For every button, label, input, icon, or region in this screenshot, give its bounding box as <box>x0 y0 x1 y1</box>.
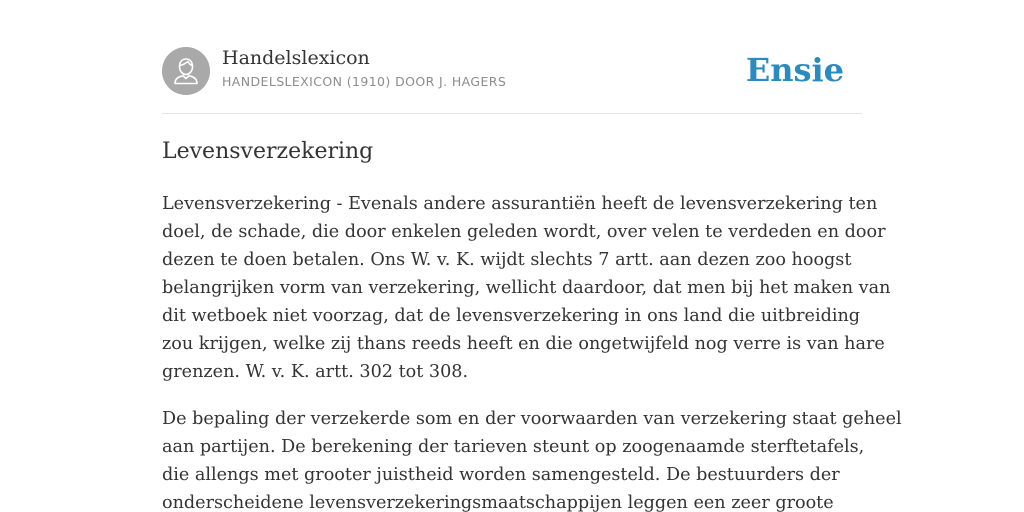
user-silhouette-icon[interactable] <box>162 47 210 95</box>
text-line: doel, de schade, die door enkelen geleden wordt, over velen te verdeden en door <box>162 222 886 242</box>
text-line: De bepaling der verzekerde som en der voorwaarden van verzekering staat geheel <box>162 409 902 429</box>
text-line: dezen te doen betalen. Ons W. v. K. wijdt slechts 7 artt. aan dezen zoo hoogst <box>162 250 852 270</box>
text-line: belangrijken vorm van verzekering, wellicht daardoor, dat men bij het maken van <box>162 278 891 298</box>
source-name[interactable]: Handelslexicon <box>222 47 370 69</box>
text-line: die allengs met grooter juistheid worden samengesteld. De bestuurders der <box>162 465 840 485</box>
text-line: Levensverzekering - Evenals andere assurantiën heeft de levensverzekering ten <box>162 194 878 214</box>
page-title: Levensverzekering <box>162 139 374 164</box>
ensie-logo[interactable]: Ensie <box>745 51 844 89</box>
source-header <box>162 46 862 114</box>
source-subtitle: HANDELSLEXICON (1910) DOOR J. HAGERS <box>222 74 507 89</box>
text-line: onderscheidene levensverzekeringsmaatschappijen leggen een zeer groote <box>162 493 834 512</box>
paragraph <box>162 190 891 386</box>
text-line: aan partijen. De berekening der tarieven steunt op zoogenaamde sterftetafels, <box>162 437 865 457</box>
text-line: zou krijgen, welke zij thans reeds heeft en die ongetwijfeld nog verre is van hare <box>162 334 885 354</box>
article-body <box>162 190 902 512</box>
paragraph <box>162 405 902 512</box>
text-line: grenzen. W. v. K. artt. 302 tot 308. <box>162 362 469 382</box>
text-line: dit wetboek niet voorzag, dat de levensverzekering in ons land die uitbreiding <box>162 306 861 326</box>
